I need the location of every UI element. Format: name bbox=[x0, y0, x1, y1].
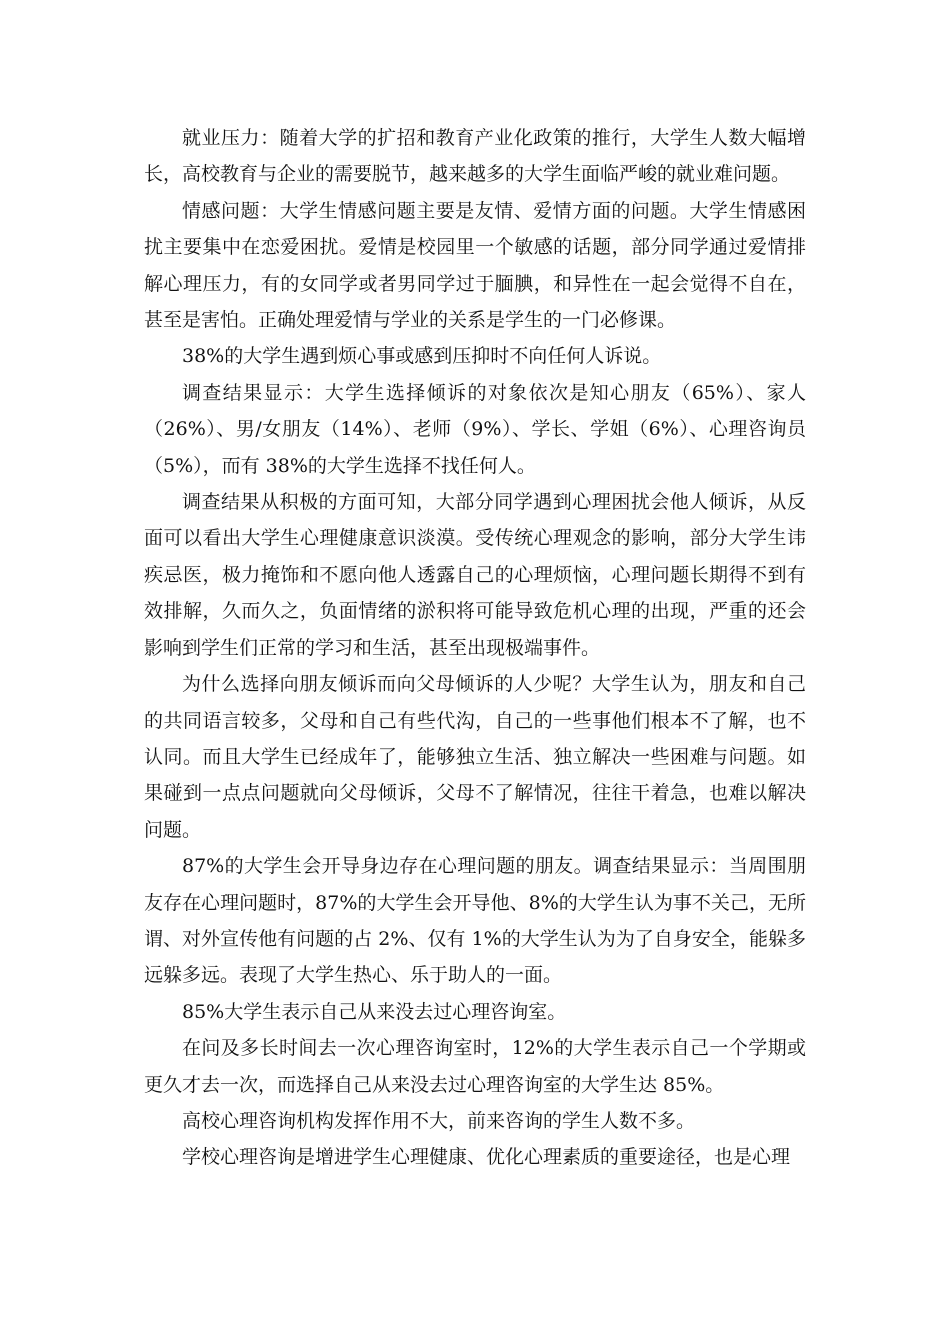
paragraph-school-counseling: 学校心理咨询是增进学生心理健康、优化心理素质的重要途径，也是心理 bbox=[182, 1146, 791, 1169]
paragraph-38-percent-heading: 38%的大学生遇到烦心事或感到压抑时不向任何人诉说。 bbox=[182, 345, 662, 368]
document-body bbox=[144, 120, 806, 1176]
paragraph-why-friends: 为什么选择向朋友倾诉而向父母倾诉的人少呢？大学生认为，朋友和自己的共同语言较多，父母和自己有些代沟，自己的一些事他们根本不了解，也不认同。而且大学生已经成年了，能够独立生活、独立解决一些困难与问题。如果碰到一点点问题就向父母倾诉，父母不了解情况，往往干着急，也难以解决问题。 bbox=[144, 673, 806, 841]
paragraph-87-percent-helping: 87%的大学生会开导身边存在心理问题的朋友。调查结果显示：当周围朋友存在心理问题时，87%的大学生会开导他、8%的大学生认为事不关己，无所谓、对外宣传他有问题的占 2%、仅有 1%的大学生认为为了自身安全，能躲多远躲多远。表现了大学生热心、乐于助人的一面。 bbox=[144, 855, 806, 987]
paragraph-confide-survey: 调查结果显示：大学生选择倾诉的对象依次是知心朋友（65%）、家人（26%）、男/女朋友（14%）、老师（9%）、学长、学姐（6%）、心理咨询员（5%），而有 38%的大学生选择不找任何人。 bbox=[144, 381, 806, 477]
paragraph-counseling-frequency: 在问及多长时间去一次心理咨询室时，12%的大学生表示自己一个学期或更久才去一次，而选择自己从来没去过心理咨询室的大学生达 85%。 bbox=[144, 1037, 806, 1096]
paragraph-survey-analysis: 调查结果从积极的方面可知，大部分同学遇到心理困扰会他人倾诉，从反面可以看出大学生心理健康意识淡漠。受传统心理观念的影响，部分大学生讳疾忌医，极力掩饰和不愿向他人透露自己的心理烦恼，心理问题长期得不到有效排解，久而久之，负面情绪的淤积将可能导致危机心理的出现，严重的还会影响到学生们正常的学习和生活，甚至出现极端事件。 bbox=[144, 491, 806, 659]
paragraph-emotional-issues: 情感问题：大学生情感问题主要是友情、爱情方面的问题。大学生情感困扰主要集中在恋爱困扰。爱情是校园里一个敏感的话题，部分同学通过爱情排解心理压力，有的女同学或者男同学过于腼腆，和异性在一起会觉得不自在，甚至是害怕。正确处理爱情与学业的关系是学生的一门必修课。 bbox=[144, 199, 806, 332]
paragraph-counseling-role-heading: 高校心理咨询机构发挥作用不大，前来咨询的学生人数不多。 bbox=[182, 1109, 696, 1132]
paragraph-employment-pressure: 就业压力：随着大学的扩招和教育产业化政策的推行，大学生人数大幅增长，高校教育与企业的需要脱节，越来越多的大学生面临严峻的就业难问题。 bbox=[144, 127, 806, 186]
paragraph-85-percent-heading: 85%大学生表示自己从来没去过心理咨询室。 bbox=[182, 1000, 567, 1023]
